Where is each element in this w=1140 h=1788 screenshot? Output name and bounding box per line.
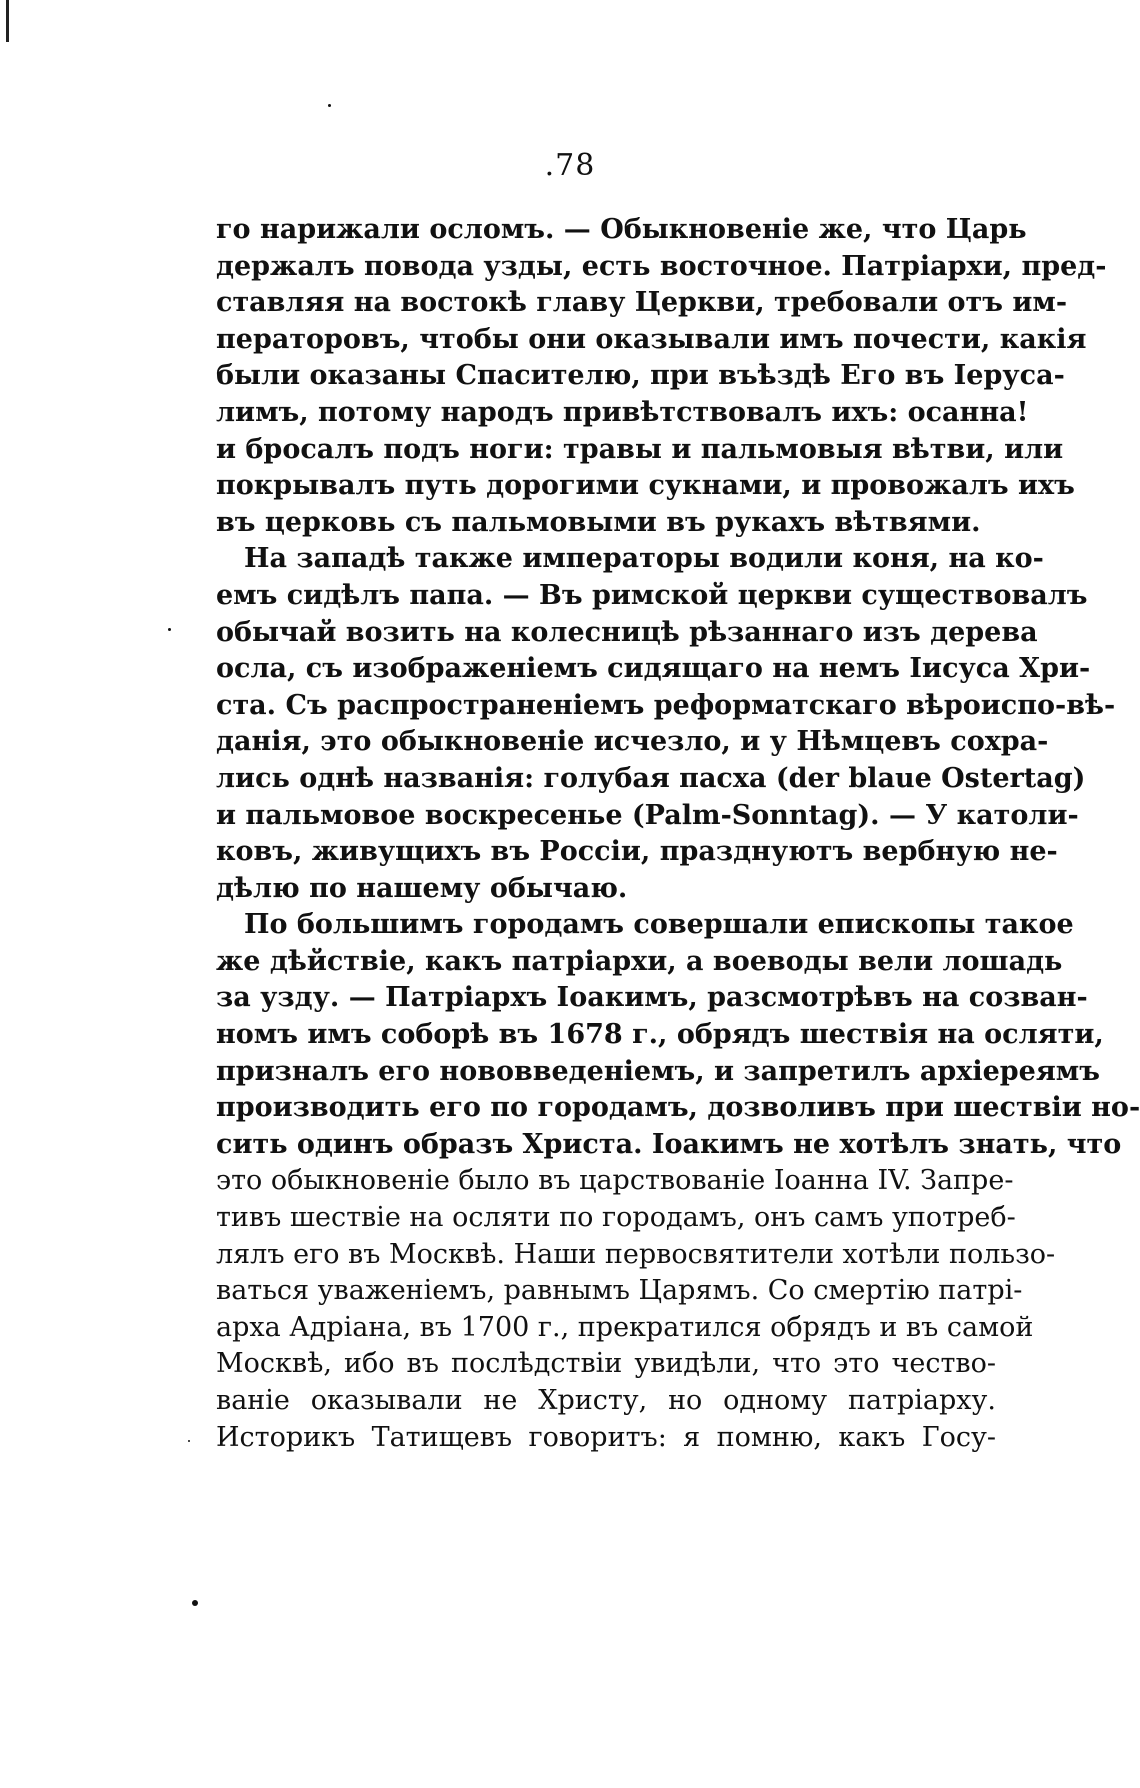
text-line: Москвѣ, ибо въ послѣдствіи увидѣли, что это чество-: [216, 1348, 996, 1380]
text-line: емъ сидѣлъ папа. — Въ римской церкви существовалъ: [216, 579, 1088, 611]
text-line: за узду. — Патріархъ Іоакимъ, разсмотрѣвъ на созван-: [216, 982, 1088, 1014]
text-line: Историкъ Татищевъ говоритъ: я помню, какъ Госу-: [216, 1421, 996, 1453]
ink-speck: [192, 1600, 198, 1606]
text-line: арха Адріана, въ 1700 г., прекратился обрядъ и въ самой: [216, 1311, 1034, 1343]
text-line: покрывалъ путь дорогими сукнами, и провожалъ ихъ: [216, 470, 1075, 502]
ink-speck: [328, 104, 331, 107]
text-line: обычай возить на колесницѣ рѣзаннаго изъ дерева: [216, 616, 1038, 648]
scan-edge-mark: [6, 0, 9, 42]
text-line: въ церковь съ пальмовыми въ рукахъ вѣтвями.: [216, 506, 981, 538]
page-number: .78: [544, 148, 596, 183]
text-line: ваніе оказывали не Христу, но одному патріарху.: [216, 1385, 996, 1416]
text-line: призналъ его нововведеніемъ, и запретилъ архіереямъ: [216, 1055, 1100, 1087]
text-line: ператоровъ, чтобы они оказывали имъ почести, какія: [216, 323, 1087, 355]
text-line: осла, съ изображеніемъ сидящаго на немъ Іисуса Хри-: [216, 653, 1091, 685]
text-line: По большимъ городамъ совершали епископы такое: [244, 909, 1074, 941]
text-line: На западѣ также императоры водили коня, на ко-: [244, 543, 1044, 575]
text-line: ста. Съ распространеніемъ реформатскаго вѣроиспо-вѣ-: [216, 689, 1116, 721]
text-line: тивъ шествіе на осляти по городамъ, онъ самъ употреб-: [216, 1202, 1016, 1234]
text-line: ковъ, живущихъ въ Россіи, празднуютъ вербную не-: [216, 836, 1058, 868]
text-line: держалъ повода узды, есть восточное. Патріархи, пред-: [216, 250, 1107, 282]
text-line: это обыкновеніе было въ царствованіе Іоанна IV. Запре-: [216, 1165, 1014, 1197]
text-line: сить одинъ образъ Христа. Іоакимъ не хотѣлъ знать, что: [216, 1128, 1122, 1160]
text-line: производить его по городамъ, дозволивъ при шествіи но-: [216, 1092, 1140, 1124]
text-line: лялъ его въ Москвѣ. Наши первосвятители хотѣли пользо-: [216, 1238, 1056, 1270]
body-text: [216, 212, 1140, 1456]
ink-speck: [168, 628, 171, 631]
text-line: ваться уваженіемъ, равнымъ Царямъ. Со смертію патрі-: [216, 1275, 1023, 1307]
text-line: го нарижали осломъ. — Обыкновеніе же, что Царь: [216, 214, 1027, 245]
text-line: номъ имъ соборѣ въ 1678 г., обрядъ шествія на осляти,: [216, 1019, 1104, 1051]
text-line: и бросалъ подъ ноги: травы и пальмовыя вѣтви, или: [216, 433, 1064, 465]
text-line: же дѣйствіе, какъ патріархи, а воеводы вели лошадь: [216, 945, 1063, 977]
text-line: были оказаны Спасителю, при въѣздѣ Его въ Іерусa-: [216, 360, 1065, 392]
text-line: данія, это обыкновеніе исчезло, и у Нѣмцевъ сохра-: [216, 726, 1049, 758]
text-line: дѣлю по нашему обычаю.: [216, 872, 628, 904]
text-line: и пальмовое воскресенье (Palm-Sonntag). — У католи-: [216, 799, 1079, 831]
text-line: ставляя на востокѣ главу Церкви, требовали отъ им-: [216, 287, 1068, 319]
text-line: лись однѣ названія: голубая пасха (der blaue Ostertag): [216, 762, 1086, 794]
ink-speck: [188, 1440, 190, 1442]
text-line: лимъ, потому народъ привѣтствовалъ ихъ: осанна!: [216, 396, 1029, 428]
